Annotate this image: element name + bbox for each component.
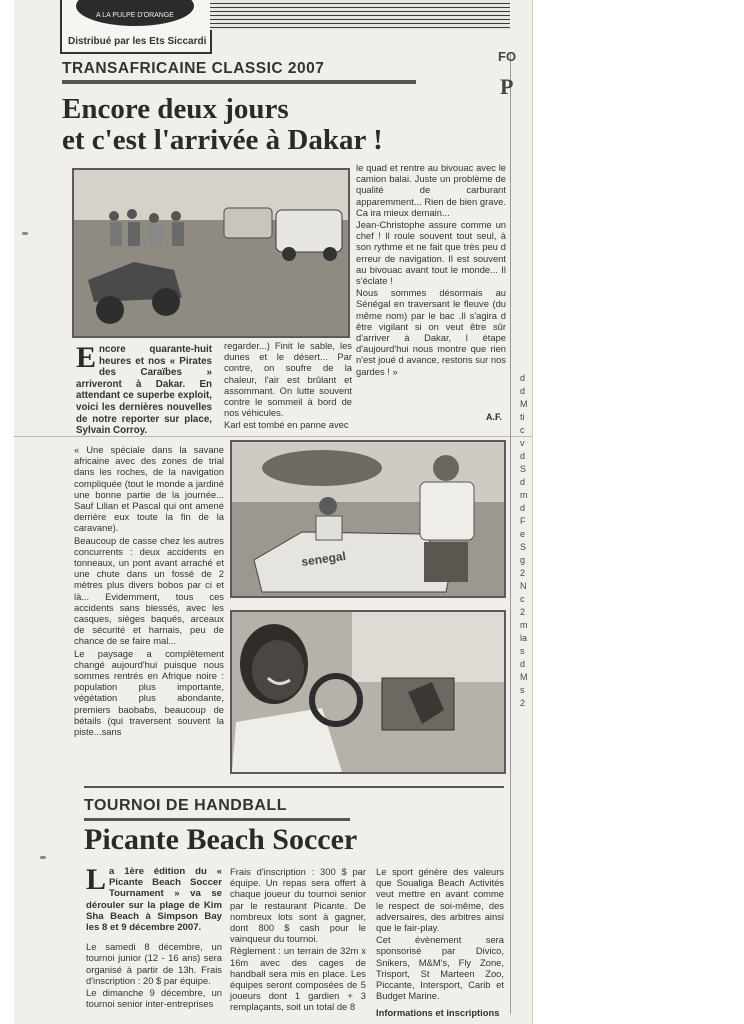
right-margin-fragment: s: [520, 646, 525, 656]
newspaper-clipping: [14, 0, 532, 1024]
right-fragment-heading: FO: [498, 49, 517, 64]
article1-col-mid: [224, 340, 352, 432]
binder-mark: [40, 856, 46, 859]
article1-lead: [76, 341, 212, 437]
article1-col-left: [74, 444, 224, 738]
article1-lead-text: ncore quarante-huit heures et nos « Pirates des Caraïbes » arriveront à Dakar. En attendant ce superbe exploit, voici les dernières nouvelles de notre reporter sur place, Sylvain Corroy.: [76, 344, 212, 437]
logo-tagline: A LA PULPE D'ORANGE: [96, 12, 174, 19]
right-margin-fragment: m: [520, 490, 528, 500]
article1-signature: A.F.: [486, 412, 503, 422]
right-margin-fragment: la: [520, 633, 528, 643]
article1-headline-line1: Encore deux jours: [62, 93, 289, 125]
article1-kicker: TRANSAFRICAINE CLASSIC 2007: [62, 60, 325, 77]
article1-col-left-p2: Beaucoup de casse chez les autres concurrents : deux accidents en tonneaux, un pont avant arraché et une chute dans un fossé de 2 mètres plus divers bobos par ci et là... Evidemment, tous ces accidents sans blessés, avec les casques, sièges baqués, arceaux de sécurité et harnais, peu de chance de se faire mal...: [74, 534, 224, 647]
article2-kicker: TOURNOI DE HANDBALL: [84, 797, 287, 814]
right-margin-fragment: e: [520, 529, 526, 539]
right-margin-fragment: M: [520, 399, 528, 409]
article2-top-rule: [84, 786, 504, 788]
photo-rally-vehicles-image: [74, 170, 348, 336]
kicker-underline: [62, 80, 416, 84]
article1-headline-line2: et c'est l'arrivée à Dakar !: [62, 124, 383, 156]
right-margin-fragment: d: [520, 373, 526, 383]
article2-lead-text: a 1ère édition du « Picante Beach Soccer Tournament » va se dérouler sur la plage de Kim Sha Beach à Simpson Bay les 8 et 9 décembre 2007.: [86, 866, 222, 934]
right-margin-fragment: N: [520, 581, 527, 591]
right-margin-fragment: d: [520, 503, 526, 513]
article1-col-left-p3: Le paysage a complètement changé aujourd'hui puisque nous sommes rentrés en Afrique noire : population plus importante, végétation plus abondante, premiers baobabs, beaucoup de bétails (qui traversent souvent la piste...sans: [74, 647, 224, 738]
top-banner: [210, 0, 510, 30]
column-divider: [510, 54, 511, 1014]
photo-driver: [230, 610, 506, 774]
article1-col-right-p1: le quad et rentre au bivouac avec le camion balai. Juste un problème de qualité de carburant apparemment... Rien de bien grave. Ca ira mieux demain...: [356, 162, 506, 218]
right-margin-fragments: [520, 372, 532, 710]
article1-col-mid-p1: regarder...) Finit le sable, les dunes et le désert... Par contre, on soufre de la chaleur, l'air est brûlant et assommant. On lutte souvent contre le sommeil à bord de nos véhicules.: [224, 340, 352, 419]
right-margin-fragment: d: [520, 386, 526, 396]
photo-driver-image: [232, 612, 504, 772]
right-margin-fragment: v: [520, 438, 525, 448]
right-margin-fragment: 2: [520, 698, 526, 708]
article2-headline: Picante Beach Soccer: [84, 823, 358, 856]
article2-kicker-underline: [84, 818, 350, 821]
article2-col1: [86, 863, 222, 1010]
logo-oval: [76, 0, 194, 26]
article2-col2-p2: Règlement : un terrain de 32m x 16m avec des cages de handball sera mis en place. Les équipes seront composées de 5 joueurs dont 1 gardien + 3 remplaçants, soit un total de 8: [230, 945, 366, 1013]
article2-col2: [230, 866, 366, 1014]
article2-col1-p3: Le dimanche 9 décembre, un tournoi senior inter-entreprises: [86, 987, 222, 1010]
photo-rally-vehicles: [72, 168, 350, 338]
article2-col3-p1: Le sport génère des valeurs que Soualiga Beach Activités veut mettre en avant comme le respect de soi-même, des adversaires, des arbitres ainsi que le fair-play.: [376, 866, 504, 934]
article2-col3-p3: Informations et inscriptions: [376, 1007, 500, 1019]
photo-team-car: [230, 440, 506, 598]
right-margin-fragment: 2: [520, 568, 526, 578]
article1-col-left-p1: « Une spéciale dans la savane africaine avec des zones de trial dans les roches, de la navigation compliquée (tout le monde a jardiné une bonne partie de la journée... Sauf Lilian et Pascal qui ont amené derrière eux toute la fin de la caravane).: [74, 444, 224, 534]
photo-car-decal: senegal: [300, 548, 347, 569]
right-margin-fragment: m: [520, 620, 528, 630]
right-margin-fragment: c: [520, 425, 525, 435]
right-fragment-headline: P: [500, 74, 514, 99]
distribution-note: Distribué par les Ets Siccardi: [68, 36, 207, 47]
fold-line: [14, 436, 532, 437]
right-margin-fragment: g: [520, 555, 526, 565]
right-margin-fragment: d: [520, 477, 526, 487]
article2-col2-p1: Frais d'inscription : 300 $ par équipe. Un repas sera offert à chaque joueur du tournoi senior par le restaurant Picante. De nombreux lots sont à gagner, dont 800 $ cash pour le vainqueur du tournoi.: [230, 866, 366, 945]
binder-mark: [22, 232, 28, 235]
right-margin-fragment: c: [520, 594, 525, 604]
article2-col3: [376, 866, 504, 1020]
right-margin-fragment: M: [520, 672, 528, 682]
article2-dropcap: L: [86, 863, 107, 896]
right-margin-fragment: F: [520, 516, 526, 526]
right-margin-fragment: d: [520, 451, 526, 461]
right-margin-fragment: S: [520, 542, 527, 552]
right-margin-fragment: d: [520, 659, 526, 669]
photo-team-car-image: [232, 442, 504, 596]
article2-col1-p2: Le samedi 8 décembre, un tournoi junior (12 - 16 ans) sera organisé à partir de 13h. Frais d'inscription : 20 $ par équipe.: [86, 941, 222, 986]
article1-col-mid-p2: Karl est tombé en panne avec: [224, 419, 349, 431]
right-margin-fragment: S: [520, 464, 527, 474]
article2-col3-p2: Cet évènement sera sponsorisé par Divico, Snikers, M&M's, Fly Zone, Trisport, St Marteen Zoo, Piccante, Intersport, Carib et Budget Marine.: [376, 934, 504, 1002]
article1-col-right: [356, 162, 506, 378]
sponsor-logo: [60, 0, 212, 54]
right-margin-fragment: ti: [520, 412, 525, 422]
article1-col-right-p2: Jean-Christophe assure comme un chef ! Il roule souvent tout seul, à son rythme et ne fait que très peu d erreur de navigation. Il est souvent au bivouac avant tout le monde... Il s'éclate !: [356, 219, 506, 287]
right-margin-fragment: s: [520, 685, 525, 695]
right-margin-fragment: 2: [520, 607, 526, 617]
article2-lead-para: [86, 863, 222, 934]
article1-col-right-p3: Nous sommes désormais au Sénégal en traversant le fleuve (du même nom) par le bac .Il s'agira d être vigilant si on veut être sûr d'arriver à Dakar, l étape d'aujourd'hui nous montre que rien n'est joué d avance, restons sur nos gardes ! »: [356, 287, 506, 377]
article1-dropcap: E: [76, 341, 97, 374]
